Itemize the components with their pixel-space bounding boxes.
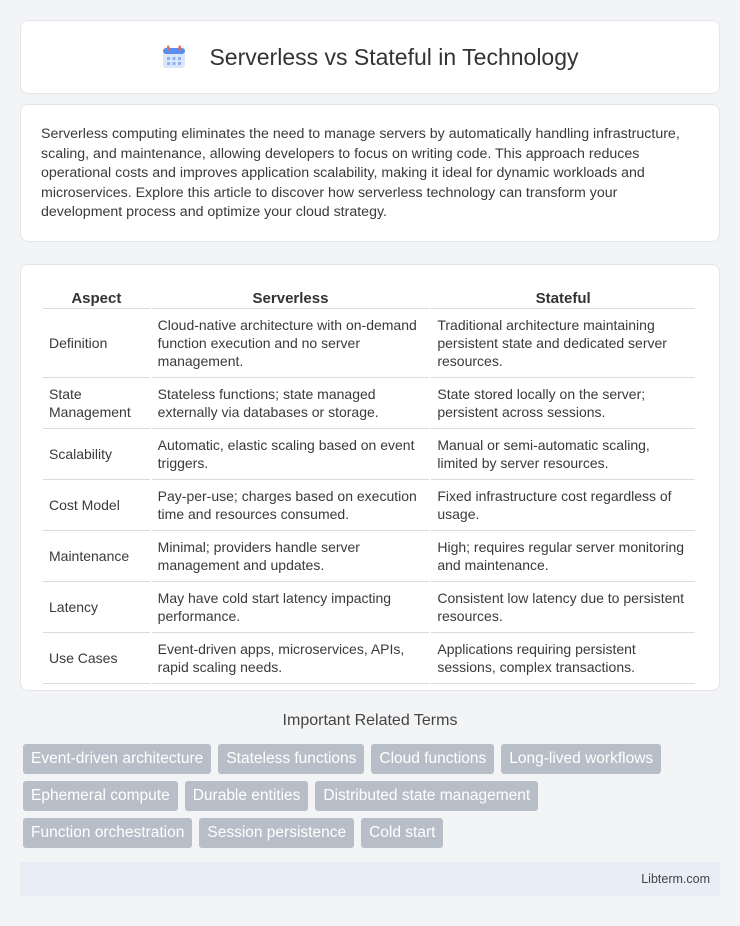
- serverless-cell: Cloud-native architecture with on-demand function execution and no server management.: [152, 309, 430, 378]
- tag-session-persistence[interactable]: Session persistence: [199, 818, 354, 848]
- serverless-cell: May have cold start latency impacting performance.: [152, 582, 430, 633]
- aspect-cell: Definition: [43, 309, 150, 378]
- comparison-table-card: [20, 264, 720, 691]
- table-row: [43, 633, 695, 684]
- tag-ephemeral-compute[interactable]: Ephemeral compute: [23, 781, 178, 811]
- stateful-cell: High; requires regular server monitoring and maintenance.: [431, 531, 695, 582]
- footer-site-link[interactable]: Libterm.com: [641, 872, 710, 886]
- aspect-cell: Latency: [43, 582, 150, 633]
- serverless-cell: Minimal; providers handle server management and updates.: [152, 531, 430, 582]
- stateful-cell: Applications requiring persistent sessions, complex transactions.: [431, 633, 695, 684]
- related-terms-heading: Important Related Terms: [282, 712, 458, 729]
- header-stateful: Stateful: [431, 285, 695, 309]
- serverless-cell: Stateless functions; state managed externally via databases or storage.: [152, 378, 430, 429]
- stateful-cell: Consistent low latency due to persistent resources.: [431, 582, 695, 633]
- aspect-cell: State Management: [43, 378, 150, 429]
- intro-text: Serverless computing eliminates the need to manage servers by automatically handling infrastructure, scaling, and maintenance, allowing developers to focus on writing code. This approach reduces operational costs and improves application scalability, making it ideal for dynamic workloads and microservices. Explore this article to discover how serverless technology can transform your development process and optimize your cloud strategy.: [41, 126, 680, 221]
- aspect-cell: Cost Model: [43, 480, 150, 531]
- comparison-table: [41, 285, 697, 684]
- table-row: [43, 531, 695, 582]
- aspect-cell: Scalability: [43, 429, 150, 480]
- tag-event-driven-architecture[interactable]: Event-driven architecture: [23, 744, 211, 774]
- tag-long-lived-workflows[interactable]: Long-lived workflows: [501, 744, 661, 774]
- header-card: [20, 20, 720, 94]
- tag-cold-start[interactable]: Cold start: [361, 818, 443, 848]
- table-header-row: [43, 285, 695, 309]
- intro-card: [20, 104, 720, 242]
- tag-row: [23, 744, 723, 774]
- table-row: [43, 429, 695, 480]
- page-title: Serverless vs Stateful in Technology: [209, 43, 579, 70]
- footer: [20, 862, 720, 896]
- stateful-cell: Manual or semi-automatic scaling, limited by server resources.: [431, 429, 695, 480]
- calendar-icon: [161, 44, 187, 70]
- stateful-cell: State stored locally on the server; persistent across sessions.: [431, 378, 695, 429]
- title-wrap: [161, 44, 578, 71]
- stateful-cell: Fixed infrastructure cost regardless of usage.: [431, 480, 695, 531]
- tag-row: [23, 818, 723, 848]
- tag-function-orchestration[interactable]: Function orchestration: [23, 818, 192, 848]
- tag-row: [23, 781, 723, 811]
- tag-distributed-state-management[interactable]: Distributed state management: [315, 781, 538, 811]
- header-aspect: Aspect: [43, 285, 150, 309]
- table-row: [43, 480, 695, 531]
- tag-cloud-functions[interactable]: Cloud functions: [371, 744, 494, 774]
- table-row: [43, 582, 695, 633]
- tag-stateless-functions[interactable]: Stateless functions: [218, 744, 364, 774]
- table-row: [43, 378, 695, 429]
- stateful-cell: Traditional architecture maintaining persistent state and dedicated server resources.: [431, 309, 695, 378]
- related-terms-tags: [23, 744, 723, 855]
- table-row: [43, 309, 695, 378]
- serverless-cell: Automatic, elastic scaling based on event triggers.: [152, 429, 430, 480]
- serverless-cell: Event-driven apps, microservices, APIs, rapid scaling needs.: [152, 633, 430, 684]
- tag-durable-entities[interactable]: Durable entities: [185, 781, 309, 811]
- header-serverless: Serverless: [152, 285, 430, 309]
- serverless-cell: Pay-per-use; charges based on execution time and resources consumed.: [152, 480, 430, 531]
- aspect-cell: Use Cases: [43, 633, 150, 684]
- aspect-cell: Maintenance: [43, 531, 150, 582]
